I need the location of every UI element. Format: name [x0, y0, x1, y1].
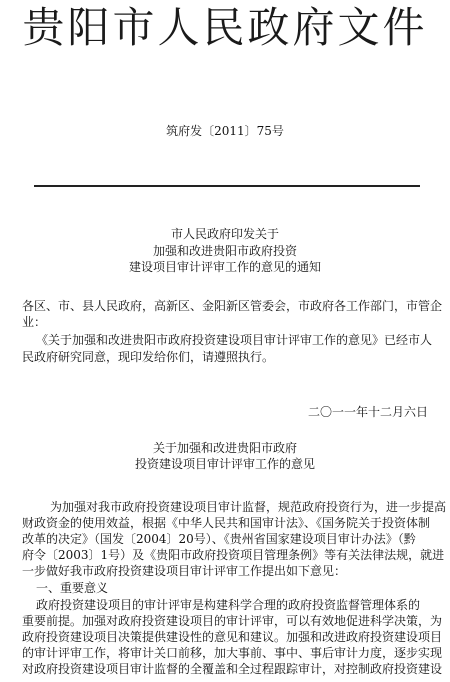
section-paragraph-line: 的审计评审工作，将审计关口前移，加大事前、事中、事后审计力度，逐步实现 — [22, 646, 443, 660]
addressee-line-1: 各区、市、县人民政府，高新区、金阳新区管委会，市政府各工作部门，市管企 — [22, 299, 443, 313]
notice-body-line-2: 民政府研究同意，现印发给你们，请遵照执行。 — [22, 350, 275, 364]
issue-date: 二〇一一年十二月六日 — [307, 405, 428, 419]
section-paragraph-line: 重要前提。加强对政府投资建设项目的审计评审，可以有效地促进科学决策，为 — [22, 614, 443, 628]
notice-title-line-2: 加强和改进贵阳市政府投资 — [152, 244, 297, 258]
section-paragraph-line: 政府投资建设项目决策提供建设性的意见和建议。加强和改进政府投资建设项目 — [22, 630, 443, 644]
section-paragraph-line: 对政府投资建设项目审计监督的全覆盖和全过程跟踪审计，对控制政府投资建设 — [22, 662, 443, 676]
body-paragraph-line: 财政资金的使用效益，根据《中华人民共和国审计法》、《国务院关于投资体制 — [22, 516, 431, 530]
body-paragraph-line: 一步做好我市政府投资建设项目审计评审工作提出如下意见： — [22, 564, 347, 578]
opinion-title-line-1: 关于加强和改进贵阳市政府 — [152, 441, 297, 455]
body-paragraph-line: 改革的决定》（国发〔2004〕20号）、《贵州省国家建设项目审计办法》（黔 — [22, 532, 416, 546]
body-paragraph-line: 为加强对我市政府投资建设项目审计监督，规范政府投资行为，进一步提高 — [50, 500, 447, 514]
notice-body-line-1: 《关于加强和改进贵阳市政府投资建设项目审计评审工作的意见》已经市人 — [36, 333, 433, 347]
opinion-title-line-2: 投资建设项目审计评审工作的意见 — [134, 457, 315, 471]
section-heading: 一、重要意义 — [36, 581, 109, 595]
section-paragraph-line: 政府投资建设项目的审计评审是构建科学合理的政府投资监督管理体系的 — [36, 598, 421, 612]
header-divider-rule — [34, 185, 420, 187]
document-number: 筑府发〔2011〕75号 — [166, 124, 284, 138]
notice-title-line-1: 市人民政府印发关于 — [170, 227, 279, 241]
body-paragraph-line: 府令〔2003〕1号）及《贵阳市政府投资项目管理条例》等有关法律法规，就进 — [22, 548, 445, 562]
notice-title-line-3: 建设项目审计评审工作的意见的通知 — [128, 260, 321, 274]
document-banner-title: 贵阳市人民政府文件 — [22, 3, 428, 52]
addressee-line-2: 业： — [22, 315, 47, 329]
